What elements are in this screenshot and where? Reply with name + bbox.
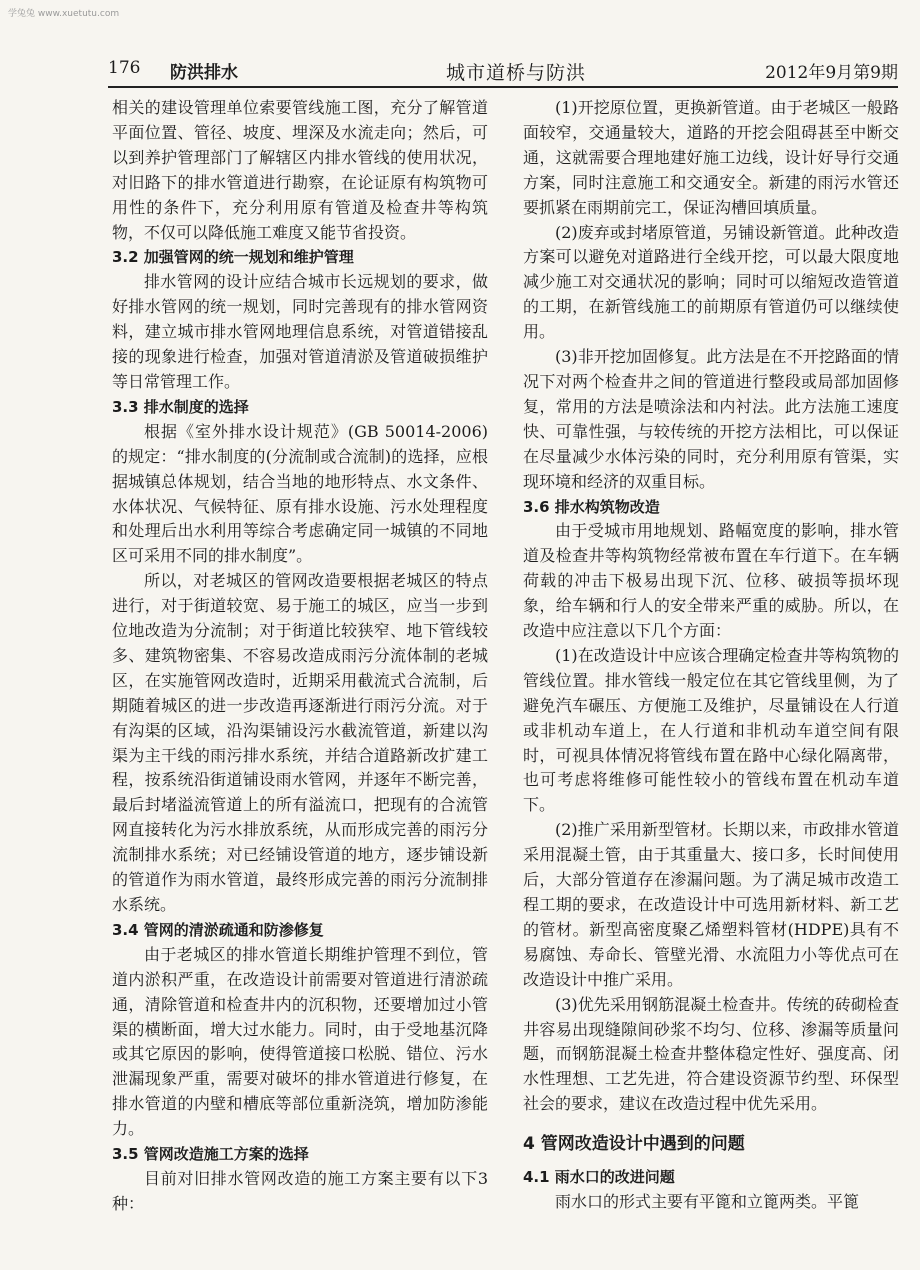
page-number: 176	[108, 58, 141, 78]
paragraph-3-3b: 所以，对老城区的管网改造要根据老城区的特点进行，对于街道较宽、易于施工的城区，应当一步到位地改造为分流制；对于街道比较狭窄、地下管线较多、建筑物密集、不容易改造成雨污分流体制的老城区，在实施管网改造时，近期采用截流式合流制，后期随着城区的进一步改造再逐渐进行雨污分流。对于有沟渠的区域，沿沟渠铺设污水截流管道，新建以沟渠为主干线的雨污排水系统，并结合道路新改扩建工程，按系统沿街道铺设雨水管网，并逐年不断完善，最后封堵溢流管道上的所有溢流口，把现有的合流管网直接转化为污水排放系统，从而形成完善的雨污分流制排水系统；对已经铺设管道的地方，逐步铺设新的管道作为雨水管道，最终形成完善的雨污分流制排水系统。	[112, 571, 488, 914]
paragraph-3-4: 由于老城区的排水管道长期维护管理不到位，管道内淤积严重，在改造设计前需要对管道进行清淤疏通，清除管道和检查井内的沉积物，还要增加过小管渠的横断面，增大过水能力。同时，由于受地基沉降或其它原因的影响，使得管道接口松脱、错位、污水泄漏现象严重，需要对破坏的排水管道进行修复，在排水管道的内壁和槽底等部位重新浇筑，增加防渗能力。	[112, 944, 488, 1139]
paragraph-4-1: 雨水口的形式主要有平篦和立篦两类。平篦	[555, 1192, 860, 1212]
paragraph-option-2: (2)废弃或封堵原管道，另铺设新管道。此种改造方案可以避免对道路进行全线开挖，可以最大限度地减少施工对交通状况的影响；同时可以缩短改造管道的工期，在新管线施工的前期原有管道仍可以继续使用。	[523, 222, 899, 342]
section-name: 防洪排水	[170, 63, 238, 83]
heading-4: 4 管网改造设计中遇到的问题	[523, 1134, 745, 1155]
paragraph-option-3: (3)非开挖加固修复。此方法是在不开挖路面的情况下对两个检查井之间的管道进行整段或局部加固修复，常用的方法是喷涂法和内衬法。此方法施工速度快、可靠性强，与较传统的开挖方法相比，可以保证在尽量减少水体污染的同时，充分利用原有管渠，实现环境和经济的双重目标。	[523, 347, 899, 491]
paragraph-intro: 相关的建设管理单位索要管线施工图，充分了解管道平面位置、管径、坡度、埋深及水流走向；然后，可以到养护管理部门了解辖区内排水管线的使用状况，对旧路下的排水管道进行勘察，在论证原有构筑物可用性的条件下，充分利用原有管道及检查井等构筑物，不仅可以降低施工难度又能节省投资。	[112, 98, 488, 242]
right-column	[523, 96, 899, 1215]
paragraph-structure-2: (2)推广采用新型管材。长期以来，市政排水管道采用混凝土管，由于其重量大、接口多，长时间使用后，大部分管道存在渗漏问题。为了满足城市改造工程工期的要求，在改造设计中可选用新材料、新工艺的管材。新型高密度聚乙烯塑料管材(HDPE)具有不易腐蚀、寿命长、管壁光滑、水流阻力小等优点可在改造设计中推广采用。	[523, 820, 899, 989]
paragraph-3-2: 排水管网的设计应结合城市长远规划的要求，做好排水管网的统一规划，同时完善现有的排水管网资料，建立城市排水管网地理信息系统，对管道错接乱接的现象进行检查，加强对管道清淤及管道破损维护等日常管理工作。	[112, 272, 488, 391]
heading-4-1: 4.1 雨水口的改进问题	[523, 1168, 675, 1187]
heading-3-2: 3.2 加强管网的统一规划和维护管理	[112, 248, 354, 267]
paragraph-structure-3: (3)优先采用钢筋混凝土检查井。传统的砖砌检查井容易出现缝隙间砂浆不均匀、位移、渗漏等质量问题，而钢筋混凝土检查井整体稳定性好、强度高、闭水性理想、工艺先进，符合建设资源节约型、环保型社会的要求，建议在改造过程中优先采用。	[523, 994, 899, 1114]
paragraph-3-6: 由于受城市用地规划、路幅宽度的影响，排水管道及检查井等构筑物经常被布置在车行道下。在车辆荷载的冲击下极易出现下沉、位移、破损等损坏现象，给车辆和行人的安全带来严重的威胁。所以，在改造中应注意以下几个方面：	[523, 521, 899, 641]
paragraph-3-5: 目前对旧排水管网改造的施工方案主要有以下3种：	[112, 1168, 488, 1213]
issue-date: 2012年9月第9期	[765, 63, 898, 83]
paragraph-option-1: (1)开挖原位置，更换新管道。由于老城区一般路面较窄，交通量较大，道路的开挖会阻碍甚至中断交通，这就需要合理地建好施工边线，设计好导行交通方案，同时注意施工和交通安全。新建的雨污水管还要抓紧在雨期前完工，保证沟槽回填质量。	[523, 98, 899, 217]
left-column	[112, 96, 488, 1217]
heading-3-3: 3.3 排水制度的选择	[112, 397, 249, 416]
heading-3-4: 3.4 管网的清淤疏通和防渗修复	[112, 920, 324, 939]
heading-3-5: 3.5 管网改造施工方案的选择	[112, 1145, 309, 1164]
header-rule	[108, 86, 898, 88]
watermark: 学兔兔 www.xuetutu.com	[8, 9, 120, 19]
page-header	[108, 58, 898, 88]
paragraph-structure-1: (1)在改造设计中应该合理确定检查井等构筑物的管线位置。排水管线一般定位在其它管线里侧，为了避免汽车碾压、方便施工及维护，尽量铺设在人行道或非机动车道上，在人行道和非机动车道空间有限时，可视具体情况将管线布置在路中心绿化隔离带，也可考虑将维修可能性较小的管线布置在机动车道下。	[523, 645, 899, 815]
heading-3-6: 3.6 排水构筑物改造	[523, 497, 660, 516]
paragraph-3-3a: 根据《室外排水设计规范》(GB 50014-2006)的规定：“排水制度的(分流制或合流制)的选择，应根据城镇总体规划，结合当地的地形特点、水文条件、水体状况、气候特征、原有排水设施、污水处理程度和处理后出水利用等综合考虑确定同一城镇的不同地区可采用不同的排水制度”。	[112, 421, 488, 566]
journal-title: 城市道桥与防洪	[446, 62, 587, 84]
